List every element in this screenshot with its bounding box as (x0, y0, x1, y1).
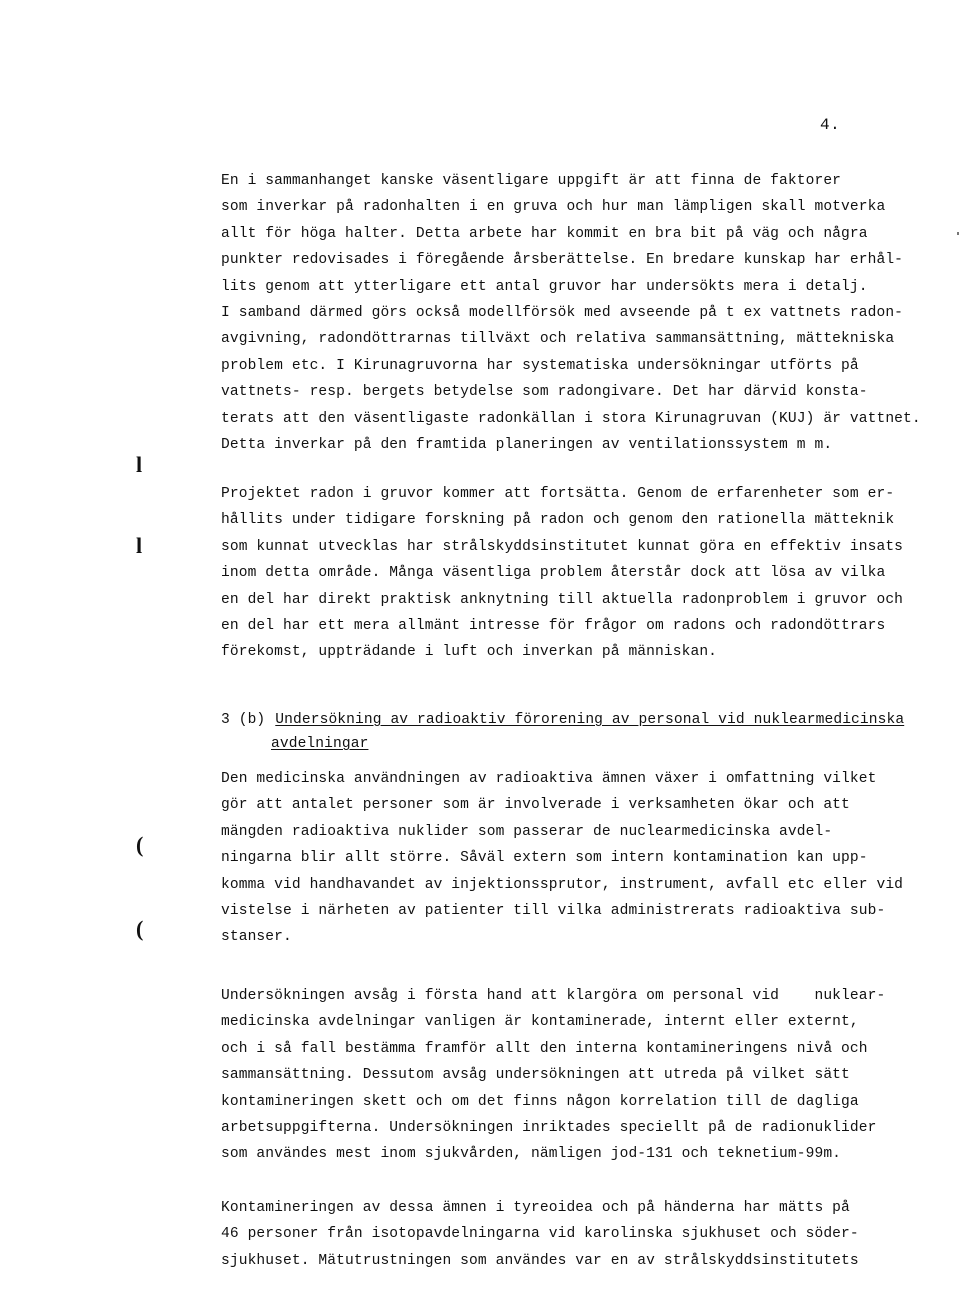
margin-mark: l (136, 533, 143, 558)
text-line: vistelse i närheten av patienter till vilka administrerats radioaktiva sub- (221, 903, 886, 920)
section-title: Undersökning av radioaktiv förorening av personal vid nuklearmedicinska (275, 712, 905, 728)
text-line: inom detta område. Många väsentliga problem återstår dock att lösa av vilka (221, 565, 886, 582)
margin-mark: l (136, 452, 143, 477)
edge-tick (957, 232, 959, 235)
text-line: Kontamineringen av dessa ämnen i tyreoidea och på händerna har mätts på (221, 1200, 850, 1216)
section-title-continued: avdelningar (271, 736, 369, 752)
text-line: medicinska avdelningar vanligen är kontaminerade, internt eller externt, (221, 1014, 859, 1031)
page-number: 4. (820, 116, 841, 134)
text-line: en del har direkt praktisk anknytning till aktuella radonproblem i gruvor och (221, 591, 904, 608)
text-line: arbetsuppgifterna. Undersökningen inriktades speciellt på de radionuklider (221, 1120, 877, 1137)
paragraph-medical-use (221, 766, 904, 951)
text-line: allt för höga halter. Detta arbete har kommit en bra bit på väg och några (221, 225, 868, 242)
text-line: en del har ett mera allmänt intresse för frågor om radons och radondöttrars (221, 618, 886, 635)
text-line: En i sammanhanget kanske väsentligare uppgift är att finna de faktorer (221, 173, 842, 189)
text-line: och i så fall bestämma framför allt den interna kontamineringens nivå och (221, 1040, 868, 1057)
text-line: gör att antalet personer som är involverade i verksamheten ökar och att (221, 797, 850, 814)
paragraph-radon-project (221, 481, 904, 666)
text-line: Projektet radon i gruvor kommer att fortsätta. Genom de erfarenheter som er- (221, 486, 895, 502)
paragraph-contamination-measurement (221, 1195, 901, 1274)
text-line: mängden radioaktiva nuklider som passerar de nuclearmedicinska avdel- (221, 823, 833, 840)
section-number: 3 (b) (221, 712, 266, 728)
text-line: punkter redovisades i föregående årsberättelse. En bredare kunskap har erhål- (221, 252, 904, 269)
text-line: I samband därmed görs också modellförsök med avseende på t ex vattnets radon- (221, 305, 904, 322)
text-line: vattnets- resp. bergets betydelse som radongivare. Det har därvid konsta- (221, 384, 868, 401)
text-line: som kunnat utvecklas har strålskyddsinstitutet kunnat göra en effektiv insats (221, 538, 904, 555)
text-line: Detta inverkar på den framtida planeringen av ventilationssystem m m. (221, 437, 833, 454)
margin-mark: ( (136, 916, 144, 941)
section-heading (221, 708, 904, 756)
text-line: som inverkar på radonhalten i en gruva och hur man lämpligen skall motverka (221, 199, 886, 216)
text-line: hållits under tidigare forskning på radon och genom den rationella mätteknik (221, 512, 895, 529)
text-line: lits genom att ytterligare ett antal gruvor har undersökts mera i detalj. (221, 278, 868, 295)
text-line: avgivning, radondöttrarnas tillväxt och relativa sammansättning, mättekniska (221, 331, 895, 348)
text-line: problem etc. I Kirunagruvorna har systematiska undersökningar utförts på (221, 357, 859, 374)
margin-mark: ( (136, 832, 144, 857)
text-line: Undersökningen avsåg i första hand att klargöra om personal vid nuklear- (221, 988, 886, 1004)
text-line: 46 personer från isotopavdelningarna vid karolinska sjukhuset och söder- (221, 1226, 859, 1243)
text-line: som användes mest inom sjukvården, nämligen jod-131 och teknetium-99m. (221, 1146, 842, 1163)
paragraph-radon-factors (221, 168, 921, 458)
text-line: sjukhuset. Mätutrustningen som användes var en av strålskyddsinstitutets (221, 1252, 859, 1269)
text-line: ningarna blir allt större. Såväl extern som intern kontamination kan upp- (221, 850, 868, 867)
text-line: komma vid handhavandet av injektionssprutor, instrument, avfall etc eller vid (221, 876, 904, 893)
text-line: förekomst, uppträdande i luft och inverkan på människan. (221, 644, 718, 661)
text-line: Den medicinska användningen av radioaktiva ämnen växer i omfattning vilket (221, 771, 877, 787)
text-line: kontamineringen skett och om det finns någon korrelation till de dagliga (221, 1093, 859, 1110)
text-line: stanser. (221, 929, 292, 946)
text-line: terats att den väsentligaste radonkällan i stora Kirunagruvan (KUJ) är vattnet. (221, 410, 921, 427)
paragraph-investigation-aim (221, 983, 901, 1168)
text-line: sammansättning. Dessutom avsåg undersökningen att utreda på vilket sätt (221, 1067, 850, 1084)
